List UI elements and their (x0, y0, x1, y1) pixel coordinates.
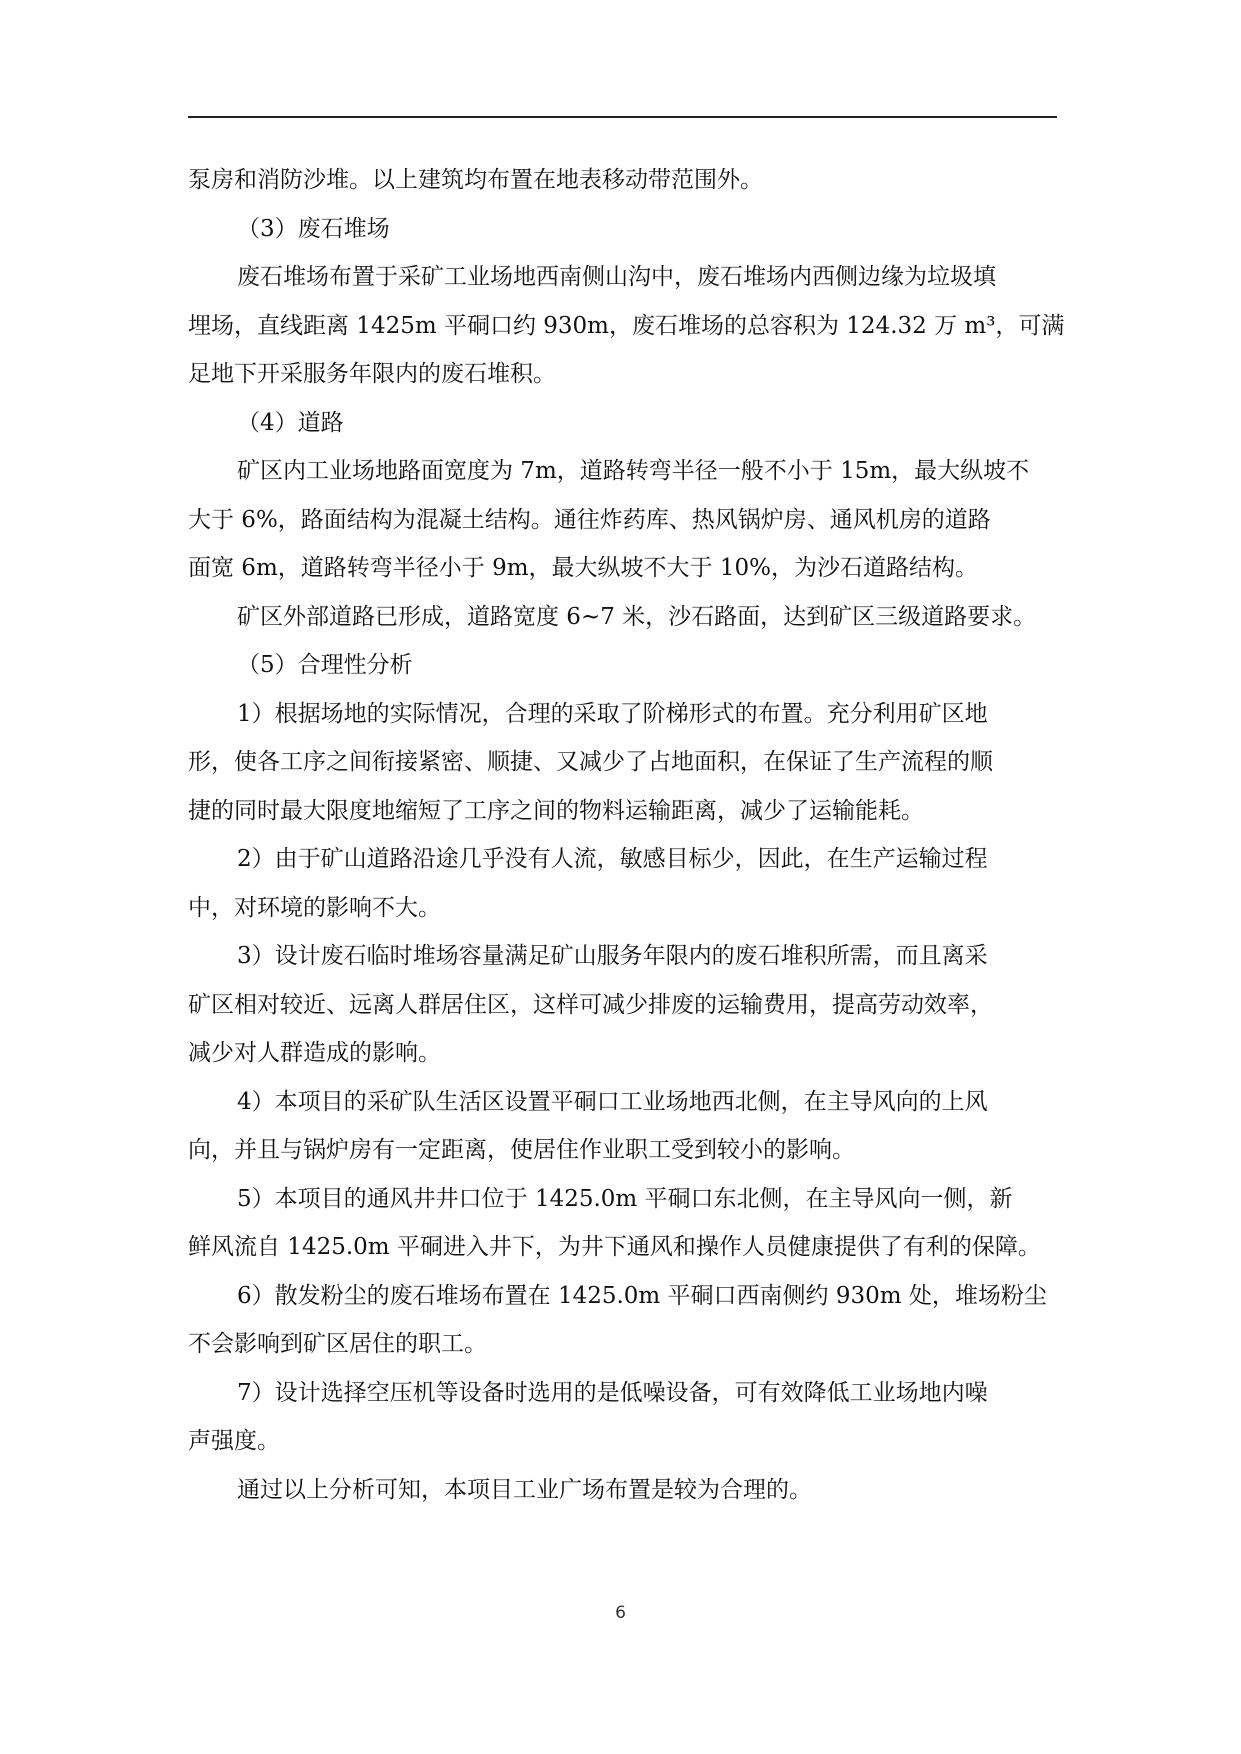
text-line: 声强度。 (188, 1428, 280, 1454)
text-line: 埋场，直线距离 1425m 平硐口约 930m，废石堆场的总容积为 124.32 万 m³，可满 (188, 312, 1065, 339)
list-item (188, 1369, 1060, 1466)
paragraph (188, 253, 1065, 399)
list-item (188, 932, 1060, 1078)
text-line: 中，对环境的影响不大。 (188, 894, 441, 921)
document-body (188, 156, 1065, 1514)
list-item (188, 1272, 1060, 1369)
section-heading-roads (188, 399, 1060, 448)
text-line: 3）设计废石临时堆场容量满足矿山服务年限内的废石堆积所需，而且离采 (237, 943, 988, 969)
text-line: 4）本项目的采矿队生活区设置平硐口工业场地西北侧，在主导风向的上风 (237, 1088, 988, 1115)
text-line: 不会影响到矿区居住的职工。 (188, 1331, 487, 1357)
text-line: 面宽 6m，道路转弯半径小于 9m，最大纵坡不大于 10%，为沙石道路结构。 (188, 555, 978, 581)
text-line: 5）本项目的通风井井口位于 1425.0m 平硐口东北侧，在主导风向一侧，新 (237, 1185, 1013, 1212)
text-line: 7）设计选择空压机等设备时选用的是低噪设备，可有效降低工业场地内噪 (237, 1379, 988, 1406)
text-line: 矿区内工业场地路面宽度为 7m，道路转弯半径一般不小于 15m，最大纵坡不 (237, 458, 1030, 484)
text-line: 2）由于矿山道路沿途几乎没有人流，敏感目标少，因此，在生产运输过程 (237, 846, 988, 872)
header-rule (188, 116, 1057, 118)
text-line: 大于 6%，路面结构为混凝土结构。通往炸药库、热风锅炉房、通风机房的道路 (188, 506, 991, 533)
text-line: 1）根据场地的实际情况，合理的采取了阶梯形式的布置。充分利用矿区地 (237, 700, 988, 727)
text-line: 捷的同时最大限度地缩短了工序之间的物料运输距离，减少了运输能耗。 (188, 797, 924, 824)
list-item (188, 835, 1060, 932)
text-line: 矿区相对较近、远离人群居住区，这样可减少排废的运输费用，提高劳动效率， (188, 991, 993, 1018)
page-number: 6 (615, 1603, 626, 1623)
text-line: （3）废石堆场 (237, 215, 390, 242)
text-line: 向，并且与锅炉房有一定距离，使居住作业职工受到较小的影响。 (188, 1137, 855, 1163)
section-heading-rationality-analysis (188, 641, 1060, 690)
list-item (188, 1175, 1060, 1272)
text-line: 足地下开采服务年限内的废石堆积。 (188, 361, 556, 387)
text-line: 通过以上分析可知，本项目工业广场布置是较为合理的。 (237, 1476, 812, 1503)
text-line: （5）合理性分析 (237, 652, 413, 678)
conclusion-paragraph (188, 1466, 1060, 1515)
text-line: （4）道路 (237, 409, 344, 436)
list-item (188, 690, 1060, 836)
text-line: 鲜风流自 1425.0m 平硐进入井下，为井下通风和操作人员健康提供了有利的保障。 (188, 1234, 1041, 1260)
text-line: 矿区外部道路已形成，道路宽度 6~7 米，沙石路面，达到矿区三级道路要求。 (237, 603, 1037, 630)
paragraph (188, 156, 1060, 205)
paragraph (188, 447, 1060, 593)
list-item (188, 1078, 1060, 1175)
text-line: 形，使各工序之间衔接紧密、顺捷、又减少了占地面积，在保证了生产流程的顺 (188, 749, 993, 775)
text-line: 废石堆场布置于采矿工业场地西南侧山沟中，废石堆场内西侧边缘为垃圾填 (237, 264, 996, 290)
text-line: 6）散发粉尘的废石堆场布置在 1425.0m 平硐口西南侧约 930m 处，堆场粉尘 (237, 1282, 1047, 1309)
text-line: 减少对人群造成的影响。 (188, 1040, 441, 1066)
section-heading-waste-rock-yard (188, 205, 1060, 254)
text-line: 泵房和消防沙堆。以上建筑均布置在地表移动带范围外。 (188, 167, 763, 193)
paragraph (188, 593, 1060, 642)
